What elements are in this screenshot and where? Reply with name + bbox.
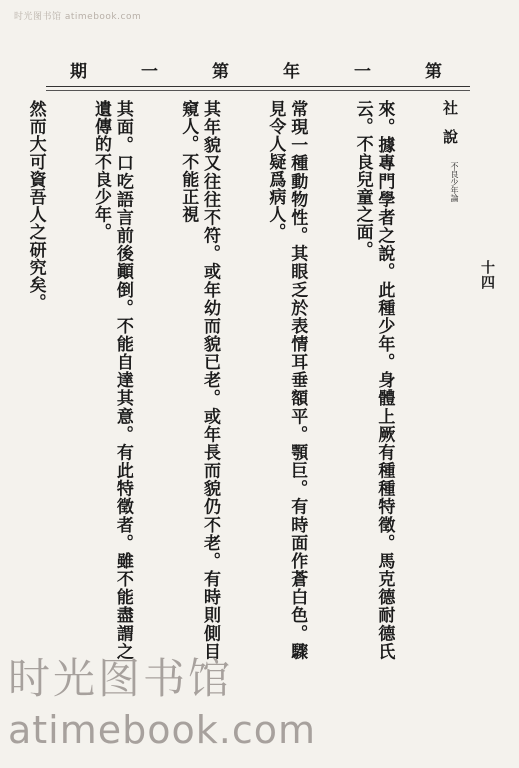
header-rule bbox=[46, 86, 470, 87]
bottom-watermark bbox=[8, 652, 316, 754]
header-char: 一 bbox=[141, 61, 158, 82]
section-subtitle: 不良少年論 bbox=[450, 162, 459, 202]
header-rule-thin bbox=[46, 90, 470, 91]
page-header bbox=[52, 57, 460, 81]
text-column: 常現一種動物性。其眼乏於表情耳垂額平。顎巨。有時面作蒼白色。驟見令人疑爲病人。 bbox=[265, 100, 308, 660]
top-watermark: 时光图书馆 atimebook.com bbox=[14, 12, 142, 22]
header-char: 年 bbox=[283, 61, 300, 82]
header-char: 第 bbox=[425, 61, 442, 82]
section-title: 社說 bbox=[441, 100, 459, 158]
header-char: 期 bbox=[70, 61, 87, 82]
text-column: 其面。口吃語言前後顚倒。不能自達其意。有此特徵者。雖不能盡謂之遺傳的不良少年。 bbox=[91, 100, 133, 660]
text-column: 來。據專門學者之說。此種少年。身體上厥有種種特徵。馬克德耐德氏云。不良兒童之面。 bbox=[352, 100, 395, 660]
text-column: 其年貌又往往不符。或年幼而貌已老。或年長而貌仍不老。有時則側目窺人。不能正視 bbox=[178, 100, 221, 660]
watermark-url: atimebook.com bbox=[8, 708, 317, 752]
page-number: 十四 bbox=[479, 260, 495, 290]
watermark-cn: 时光图书馆 bbox=[8, 654, 234, 703]
header-char: 一 bbox=[354, 61, 371, 82]
header-char: 第 bbox=[212, 61, 229, 82]
text-column: 然而大可資吾人之研究矣。 bbox=[25, 100, 46, 312]
body-text bbox=[25, 100, 438, 660]
